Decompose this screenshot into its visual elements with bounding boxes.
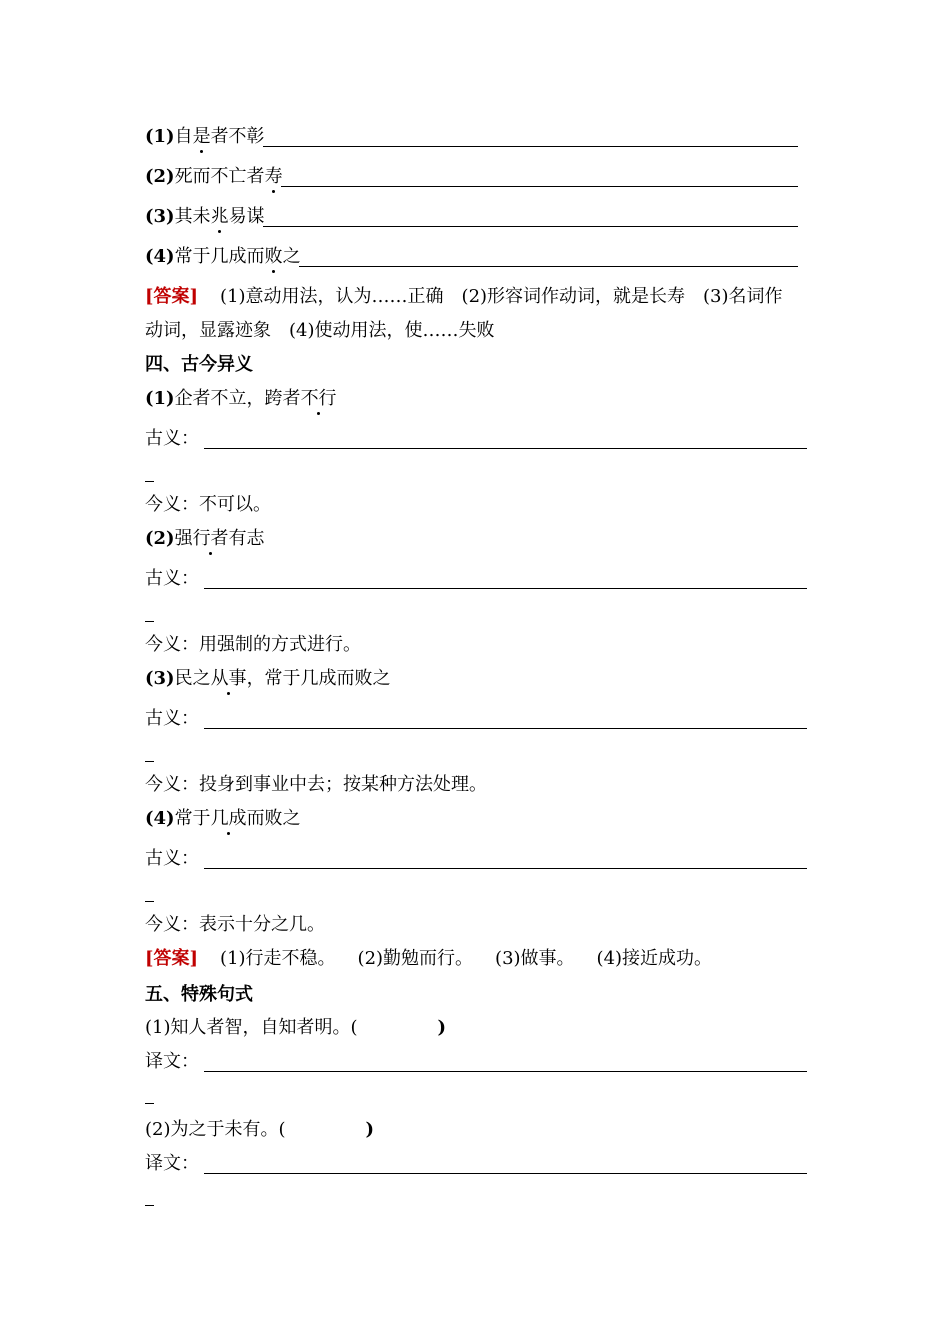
- question-line: (3)其未兆易谋: [145, 206, 265, 227]
- gu-label: 古义：: [145, 428, 199, 449]
- answer-blank[interactable]: [281, 186, 798, 187]
- question-line: (1)自是者不彰: [145, 126, 265, 147]
- blank-tail: [145, 481, 154, 482]
- jin-line: 今义：投身到事业中去；按某种方法处理。: [145, 774, 487, 795]
- question-line: (3)民之从事，常于几成而败之: [145, 668, 391, 689]
- dotted-char: 败: [264, 246, 283, 267]
- jin-line: 今义：用强制的方式进行。: [145, 634, 361, 655]
- answer-line: 动词，显露迹象 (4)使动用法，使……失败: [145, 320, 495, 341]
- answer-blank[interactable]: [204, 448, 807, 449]
- question-line: (2)强行者有志: [145, 528, 265, 549]
- dotted-char: 从事: [210, 668, 247, 689]
- dotted-char: 兆: [210, 206, 229, 227]
- answer-line: [答案] (1)意动用法，认为……正确 (2)形容词作动词，就是长寿 (3)名词作: [145, 286, 783, 307]
- question-line: (4)常于几成而败之: [145, 808, 301, 829]
- section-heading: 四、古今异义: [145, 354, 253, 375]
- answer-blank[interactable]: [204, 1173, 807, 1174]
- dotted-char: 几成: [210, 808, 247, 829]
- dotted-char: 不行: [300, 388, 337, 409]
- section-heading: 五、特殊句式: [145, 984, 253, 1005]
- answer-blank[interactable]: [263, 146, 798, 147]
- answer-line: [答案] (1)行走不稳。 (2)勤勉而行。 (3)做事。 (4)接近成功。: [145, 948, 713, 969]
- answer-blank[interactable]: [204, 728, 807, 729]
- question-line: (2)死而不亡者寿: [145, 166, 283, 187]
- blank-tail: [145, 621, 154, 622]
- answer-blank[interactable]: [263, 226, 798, 227]
- gu-label: 古义：: [145, 848, 199, 869]
- jin-line: 今义：表示十分之几。: [145, 914, 325, 935]
- answer-tag: [答案]: [145, 948, 199, 969]
- blank-tail: [145, 1103, 154, 1104]
- dotted-char: 行者: [192, 528, 229, 549]
- gu-label: 古义：: [145, 568, 199, 589]
- translation-label: 译文：: [145, 1153, 199, 1174]
- answer-blank[interactable]: [204, 1071, 807, 1072]
- question-line: (1)企者不立，跨者不行: [145, 388, 337, 409]
- jin-line: 今义：不可以。: [145, 494, 271, 515]
- blank-tail: [145, 901, 154, 902]
- answer-blank[interactable]: [204, 588, 807, 589]
- answer-tag: [答案]: [145, 286, 199, 307]
- question-line: (4)常于几成而败之: [145, 246, 301, 267]
- blank-tail: [145, 761, 154, 762]
- answer-blank[interactable]: [299, 266, 798, 267]
- gu-label: 古义：: [145, 708, 199, 729]
- question-line: (1)知人者智，自知者明。( ): [145, 1017, 447, 1038]
- translation-label: 译文：: [145, 1051, 199, 1072]
- dotted-char: 是: [192, 126, 211, 147]
- blank-tail: [145, 1205, 154, 1206]
- question-line: (2)为之于未有。( ): [145, 1119, 375, 1140]
- dotted-char: 寿: [264, 166, 283, 187]
- answer-blank[interactable]: [204, 868, 807, 869]
